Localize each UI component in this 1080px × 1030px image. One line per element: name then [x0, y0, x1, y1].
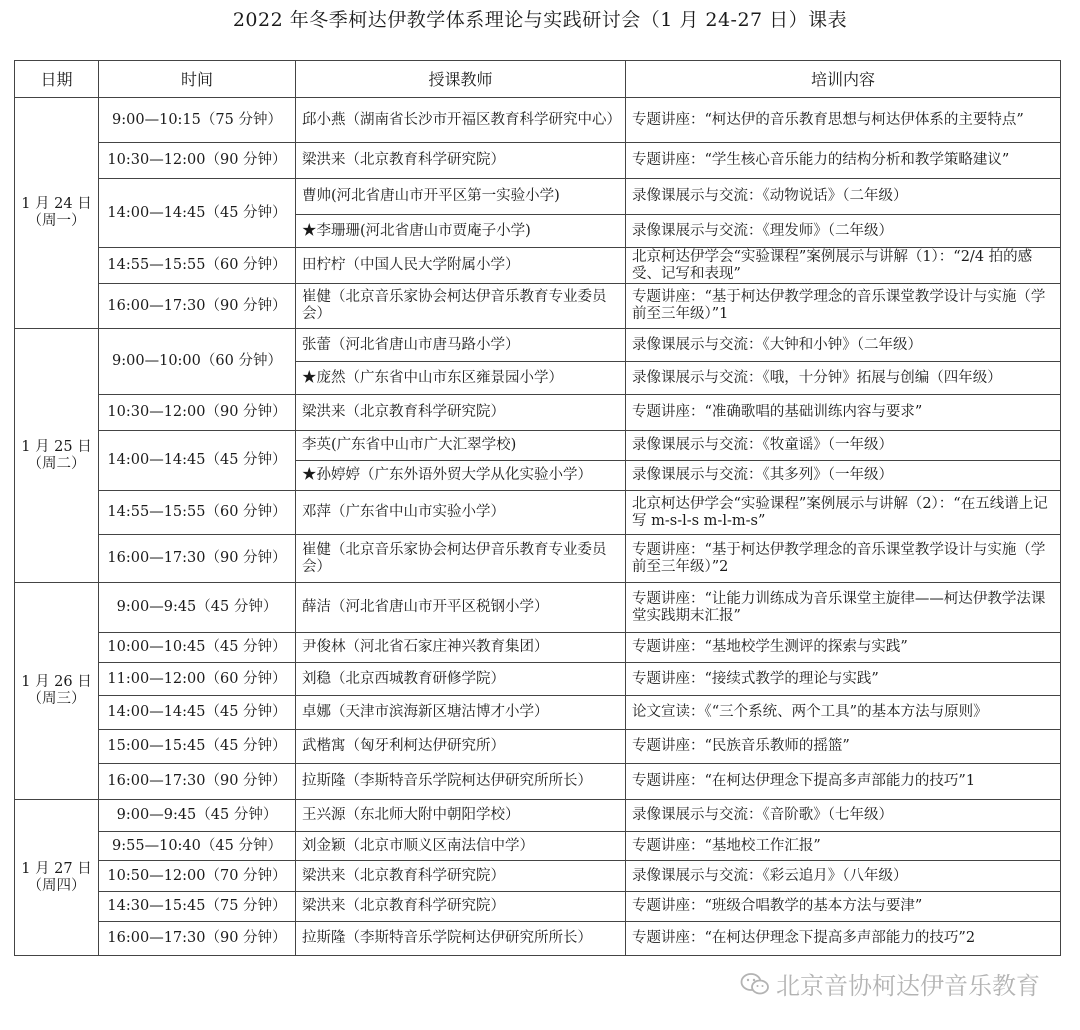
time-cell: 14:00—14:45（45 分钟）: [99, 696, 296, 730]
teacher-cell: 王兴源（东北师大附中朝阳学校）: [296, 800, 626, 832]
date-cell: [15, 329, 99, 583]
content-cell: 录像课展示与交流：《牧童谣》（一年级）: [626, 431, 1061, 461]
time-cell: 11:00—12:00（60 分钟）: [99, 663, 296, 696]
time-cell: 16:00—17:30（90 分钟）: [99, 284, 296, 329]
time-cell: 9:55—10:40（45 分钟）: [99, 832, 296, 861]
content-cell: 录像课展示与交流：《哦，十分钟》拓展与创编（四年级）: [626, 362, 1061, 395]
table-row: [15, 764, 1061, 800]
time-cell: 14:00—14:45（45 分钟）: [99, 179, 296, 248]
teacher-cell: 武楷寓（匈牙利柯达伊研究所）: [296, 730, 626, 764]
content-cell: 专题讲座：“基地校工作汇报”: [626, 832, 1061, 861]
teacher-cell: 张蕾（河北省唐山市唐马路小学）: [296, 329, 626, 362]
table-row: [15, 329, 1061, 362]
teacher-cell: 拉斯隆（李斯特音乐学院柯达伊研究所所长）: [296, 764, 626, 800]
time-cell: 9:00—10:15（75 分钟）: [99, 98, 296, 143]
content-cell: 录像课展示与交流：《动物说话》（二年级）: [626, 179, 1061, 215]
day-weekday: （周二）: [27, 455, 86, 472]
time-cell: 14:30—15:45（75 分钟）: [99, 892, 296, 922]
day-date: 1 月 24 日: [21, 196, 92, 212]
content-cell: 专题讲座：“基地校学生测评的探索与实践”: [626, 633, 1061, 663]
teacher-cell: 李英(广东省中山市广大汇翠学校): [296, 431, 626, 461]
header-time: 时间: [99, 61, 296, 98]
time-cell: 14:55—15:55（60 分钟）: [99, 491, 296, 535]
table-row: [15, 179, 1061, 215]
content-cell: 专题讲座：“让能力训练成为音乐课堂主旋律——柯达伊教学法课堂实践期末汇报”: [626, 583, 1061, 633]
content-cell: 专题讲座：“准确歌唱的基础训练内容与要求”: [626, 395, 1061, 431]
table-row: [15, 431, 1061, 461]
table-row: [15, 284, 1061, 329]
teacher-cell: 薛洁（河北省唐山市开平区税钢小学）: [296, 583, 626, 633]
time-cell: 9:00—9:45（45 分钟）: [99, 583, 296, 633]
teacher-cell: 曹帅(河北省唐山市开平区第一实验小学): [296, 179, 626, 215]
content-cell: 录像课展示与交流：《大钟和小钟》（二年级）: [626, 329, 1061, 362]
table-row: [15, 663, 1061, 696]
time-cell: 16:00—17:30（90 分钟）: [99, 535, 296, 583]
table-row: [15, 583, 1061, 633]
content-cell: 录像课展示与交流：《彩云追月》（八年级）: [626, 861, 1061, 892]
teacher-cell: ★庞然（广东省中山市东区雍景园小学）: [296, 362, 626, 395]
teacher-cell: 拉斯隆（李斯特音乐学院柯达伊研究所所长）: [296, 922, 626, 956]
content-cell: 录像课展示与交流：《理发师》（二年级）: [626, 215, 1061, 248]
content-cell: 专题讲座：“基于柯达伊教学理念的音乐课堂教学设计与实施（学前至三年级）”1: [626, 284, 1061, 329]
teacher-cell: 崔健（北京音乐家协会柯达伊音乐教育专业委员会）: [296, 284, 626, 329]
time-cell: 9:00—10:00（60 分钟）: [99, 329, 296, 395]
day-weekday: （周三）: [27, 691, 86, 707]
teacher-cell: 尹俊林（河北省石家庄神兴教育集团）: [296, 633, 626, 663]
content-cell: 北京柯达伊学会“实验课程”案例展示与讲解（2）：“在五线谱上记写 m-s-l-s m-l-m-s”: [626, 491, 1061, 535]
table-row: [15, 696, 1061, 730]
teacher-cell: 邱小燕（湖南省长沙市开福区教育科学研究中心）: [296, 98, 626, 143]
content-cell: 专题讲座：“班级合唱教学的基本方法与要津”: [626, 892, 1061, 922]
table-row: [15, 892, 1061, 922]
teacher-cell: 崔健（北京音乐家协会柯达伊音乐教育专业委员会）: [296, 535, 626, 583]
day-date: 1 月 26 日: [21, 674, 92, 690]
watermark-text: 北京音协柯达伊音乐教育: [776, 972, 1040, 1000]
table-row: [15, 98, 1061, 143]
table-row: [15, 922, 1061, 956]
table-row: [15, 633, 1061, 663]
header-row: [15, 61, 1061, 98]
date-cell: [15, 583, 99, 800]
table-row: [15, 395, 1061, 431]
day-date: 1 月 25 日: [21, 438, 92, 455]
time-cell: 10:30—12:00（90 分钟）: [99, 395, 296, 431]
time-cell: 16:00—17:30（90 分钟）: [99, 922, 296, 956]
content-cell: 专题讲座：“在柯达伊理念下提高多声部能力的技巧”2: [626, 922, 1061, 956]
teacher-cell: 卓娜（天津市滨海新区塘沽博才小学）: [296, 696, 626, 730]
time-cell: 14:55—15:55（60 分钟）: [99, 248, 296, 284]
table-row: [15, 491, 1061, 535]
teacher-cell: 田柠柠（中国人民大学附属小学）: [296, 248, 626, 284]
teacher-cell: 梁洪来（北京教育科学研究院）: [296, 861, 626, 892]
content-cell: 论文宣读：《“三个系统、两个工具”的基本方法与原则》: [626, 696, 1061, 730]
teacher-cell: ★孙婷婷（广东外语外贸大学从化实验小学）: [296, 461, 626, 491]
date-cell: [15, 98, 99, 329]
teacher-cell: 刘稳（北京西城教育研修学院）: [296, 663, 626, 696]
teacher-cell: 邓萍（广东省中山市实验小学）: [296, 491, 626, 535]
content-cell: 专题讲座：“在柯达伊理念下提高多声部能力的技巧”1: [626, 764, 1061, 800]
content-cell: 专题讲座：“柯达伊的音乐教育思想与柯达伊体系的主要特点”: [626, 98, 1061, 143]
time-cell: 10:00—10:45（45 分钟）: [99, 633, 296, 663]
teacher-cell: ★李珊珊(河北省唐山市贾庵子小学): [296, 215, 626, 248]
day-date: 1 月 27 日: [21, 860, 92, 877]
time-cell: 14:00—14:45（45 分钟）: [99, 431, 296, 491]
time-cell: 10:50—12:00（70 分钟）: [99, 861, 296, 892]
header-date: 日期: [15, 61, 99, 98]
table-row: [15, 535, 1061, 583]
time-cell: 16:00—17:30（90 分钟）: [99, 764, 296, 800]
page-title: 2022 年冬季柯达伊教学体系理论与实践研讨会（1 月 24-27 日）课表: [232, 9, 848, 31]
table-row: [15, 861, 1061, 892]
teacher-cell: 梁洪来（北京教育科学研究院）: [296, 143, 626, 179]
day-weekday: （周四）: [27, 877, 86, 894]
day-weekday: （周一）: [27, 213, 86, 229]
content-cell: 专题讲座：“接续式教学的理论与实践”: [626, 663, 1061, 696]
teacher-cell: 梁洪来（北京教育科学研究院）: [296, 892, 626, 922]
table-row: [15, 248, 1061, 284]
header-content: 培训内容: [626, 61, 1061, 98]
watermark: [740, 966, 1040, 1001]
wechat-icon: [740, 972, 770, 996]
table-row: [15, 832, 1061, 861]
schedule-table: [14, 60, 1061, 956]
date-cell: [15, 800, 99, 956]
content-cell: 录像课展示与交流：《音阶歌》（七年级）: [626, 800, 1061, 832]
content-cell: 北京柯达伊学会“实验课程”案例展示与讲解（1）：“2/4 拍的感受、记写和表现”: [626, 248, 1061, 284]
content-cell: 专题讲座：“民族音乐教师的摇篮”: [626, 730, 1061, 764]
teacher-cell: 刘金颖（北京市顺义区南法信中学）: [296, 832, 626, 861]
time-cell: 10:30—12:00（90 分钟）: [99, 143, 296, 179]
table-row: [15, 143, 1061, 179]
content-cell: 录像课展示与交流：《其多列》（一年级）: [626, 461, 1061, 491]
table-row: [15, 800, 1061, 832]
content-cell: 专题讲座：“基于柯达伊教学理念的音乐课堂教学设计与实施（学前至三年级）”2: [626, 535, 1061, 583]
time-cell: 9:00—9:45（45 分钟）: [99, 800, 296, 832]
time-cell: 15:00—15:45（45 分钟）: [99, 730, 296, 764]
table-row: [15, 730, 1061, 764]
header-teacher: 授课教师: [296, 61, 626, 98]
teacher-cell: 梁洪来（北京教育科学研究院）: [296, 395, 626, 431]
content-cell: 专题讲座：“学生核心音乐能力的结构分析和教学策略建议”: [626, 143, 1061, 179]
